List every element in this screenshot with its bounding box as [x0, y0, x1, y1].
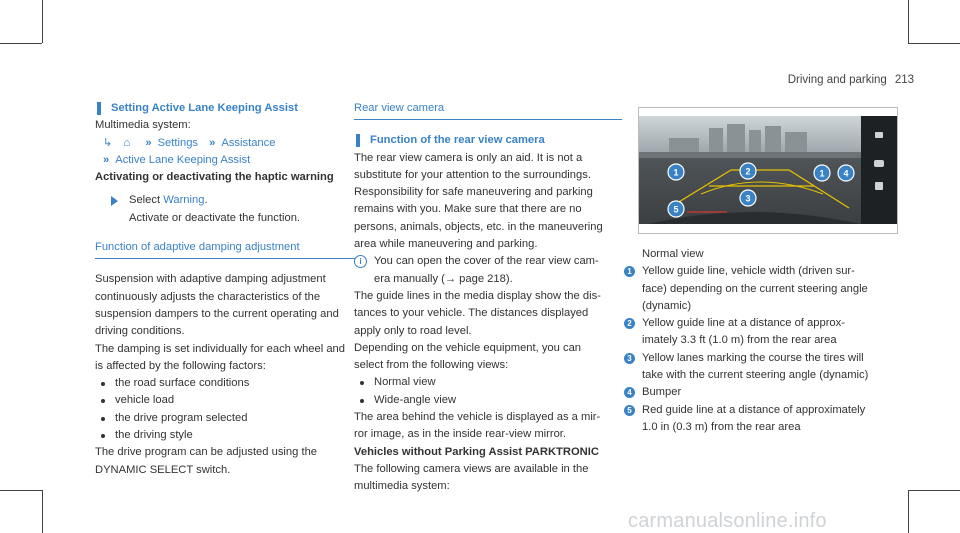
crop-mark — [908, 0, 909, 43]
text-line: Responsibility for safe maneuvering and parking — [354, 186, 593, 199]
crop-mark — [908, 43, 960, 44]
callout — [668, 164, 684, 180]
text-line: Bumper — [642, 386, 682, 399]
watermark: carmanualsonline.info — [628, 510, 827, 532]
wall — [639, 152, 861, 158]
crop-mark — [0, 43, 42, 44]
text-line: (dynamic) — [642, 299, 692, 312]
text-line: Suspension with adaptive damping adjustment — [95, 273, 326, 286]
system-label: Multimedia system: — [95, 119, 191, 132]
text-line: continuously adjusts the characteristics of the — [95, 290, 321, 303]
text-line: ror image, as in the inside rear-view mirror. — [354, 428, 567, 441]
text-line: take with the current steering angle (dynamic) — [642, 369, 869, 382]
callout-badge: 4 — [624, 387, 635, 398]
column-middle — [354, 100, 622, 496]
text-line: persons, animals, objects, etc. in the maneuvering — [354, 220, 603, 233]
paragraph — [95, 444, 355, 479]
section-title-damping: Function of adaptive damping adjustment — [95, 239, 355, 259]
step-triangle-icon — [111, 196, 118, 206]
home-icon[interactable]: ⌂ — [123, 136, 131, 149]
text-line: tances to your vehicle. The distances displayed — [354, 307, 589, 320]
figure-caption: Normal view — [642, 248, 704, 260]
svg-text:2: 2 — [745, 166, 751, 177]
text-line: remains with you. Make sure that there are no — [354, 203, 582, 216]
paragraph — [354, 288, 622, 340]
text-line: The following camera views are available in the — [354, 462, 589, 475]
text-line: The rear view camera is only an aid. It is not a — [354, 151, 583, 164]
svg-text:1: 1 — [673, 167, 679, 178]
text-line: The guide lines in the media display show the dis- — [354, 289, 601, 302]
instruction-step-line: Activate or deactivate the function. — [129, 211, 301, 224]
text-line: apply only to road level. — [354, 324, 472, 337]
step-suffix: . — [204, 194, 208, 207]
text-line: Red guide line at a distance of approximately — [642, 403, 866, 416]
text-line: imately 3.3 ft (1.0 m) from the rear area — [642, 334, 837, 347]
text-line: area while maneuvering and parking. — [354, 238, 538, 251]
paragraph — [354, 150, 622, 254]
double-chevron-icon: » — [145, 136, 152, 149]
text-line: The area behind the vehicle is displayed as a mir- — [354, 411, 601, 424]
text-line: is affected by the following factors: — [95, 359, 266, 372]
double-chevron-icon: » — [209, 136, 216, 149]
callout — [838, 165, 854, 181]
double-chevron-icon: » — [103, 153, 110, 166]
legend-item — [622, 350, 896, 385]
subheading: Vehicles without Parking Assist PARKTRONIC — [354, 445, 599, 458]
page-header — [788, 74, 914, 86]
nav-settings[interactable]: Settings — [157, 136, 199, 149]
text-line: select from the following views: — [354, 359, 509, 372]
callout — [668, 201, 684, 217]
section-heading: Function of the rear view camera — [354, 132, 622, 149]
text-line: suspension dampers to the current operating and — [95, 307, 339, 320]
text-line: Yellow guide line, vehicle width (driven sur- — [642, 265, 855, 278]
warning-link[interactable]: Warning — [163, 194, 205, 207]
note-line: You can open the cover of the rear view cam- — [374, 255, 599, 268]
crop-mark — [0, 490, 42, 491]
crop-mark — [908, 490, 960, 491]
callout-badge: 1 — [624, 266, 635, 277]
nav-path — [95, 135, 355, 152]
paragraph — [354, 340, 622, 375]
svg-text:1: 1 — [819, 168, 825, 179]
paragraph — [95, 271, 355, 340]
text-line: Yellow lanes marking the course the tires will — [642, 351, 864, 364]
svg-text:5: 5 — [673, 204, 679, 215]
page-number: 213 — [894, 74, 914, 86]
header-section: Driving and parking — [787, 74, 887, 86]
figure-legend — [622, 246, 896, 436]
camera-figure — [638, 107, 898, 234]
paragraph — [354, 409, 622, 444]
legend-item — [622, 384, 896, 401]
instruction-step — [95, 192, 355, 209]
list-item: Normal view — [354, 374, 622, 391]
list-item: Wide-angle view — [354, 392, 622, 409]
callout — [740, 163, 756, 179]
note — [354, 253, 622, 288]
nav-lane-keeping[interactable]: Active Lane Keeping Assist — [115, 153, 251, 166]
crop-mark — [42, 490, 43, 533]
callout-badge: 3 — [624, 353, 635, 364]
step-text: Select — [129, 194, 164, 207]
nav-assistance[interactable]: Assistance — [221, 136, 276, 149]
list-item: vehicle load — [95, 392, 355, 409]
text-line: Depending on the vehicle equipment, you can — [354, 341, 582, 354]
return-arrow-icon: ↳ — [103, 136, 113, 149]
info-icon: i — [354, 255, 367, 268]
svg-text:4: 4 — [843, 168, 849, 179]
callout-badge: 2 — [624, 318, 635, 329]
column-left — [95, 100, 355, 479]
text-line: face) depending on the current steering angle — [642, 282, 868, 295]
crop-mark — [42, 0, 43, 43]
text-line: 1.0 in (0.3 m) from the rear area — [642, 420, 801, 433]
text-line: driving conditions. — [95, 325, 185, 338]
text-line: multimedia system: — [354, 480, 450, 493]
list-item: the road surface conditions — [95, 375, 355, 392]
section-heading: Setting Active Lane Keeping Assist — [95, 100, 355, 117]
text-line: The damping is set individually for each wheel and — [95, 342, 345, 355]
callout — [814, 165, 830, 181]
text-line: substitute for your attention to the surroundings. — [354, 168, 591, 181]
callout-badge: 5 — [624, 405, 635, 416]
subheading: Activating or deactivating the haptic warning — [95, 171, 334, 184]
page-reference-link[interactable]: era manually (→ page 218). — [374, 272, 513, 285]
legend-item — [622, 263, 896, 315]
list-item: the drive program selected — [95, 410, 355, 427]
crop-mark — [908, 490, 909, 533]
legend-item — [622, 402, 896, 437]
legend-item — [622, 315, 896, 350]
list-item: the driving style — [95, 427, 355, 444]
nav-path-2 — [95, 152, 355, 169]
section-title-camera: Rear view camera — [354, 100, 622, 120]
camera-illustration — [639, 108, 897, 233]
callout — [740, 190, 756, 206]
paragraph — [354, 461, 622, 496]
paragraph — [95, 341, 355, 376]
text-line: DYNAMIC SELECT switch. — [95, 463, 231, 476]
text-line: The drive program can be adjusted using the — [95, 446, 318, 459]
svg-text:3: 3 — [745, 193, 751, 204]
text-line: Yellow guide line at a distance of approx- — [642, 317, 845, 330]
